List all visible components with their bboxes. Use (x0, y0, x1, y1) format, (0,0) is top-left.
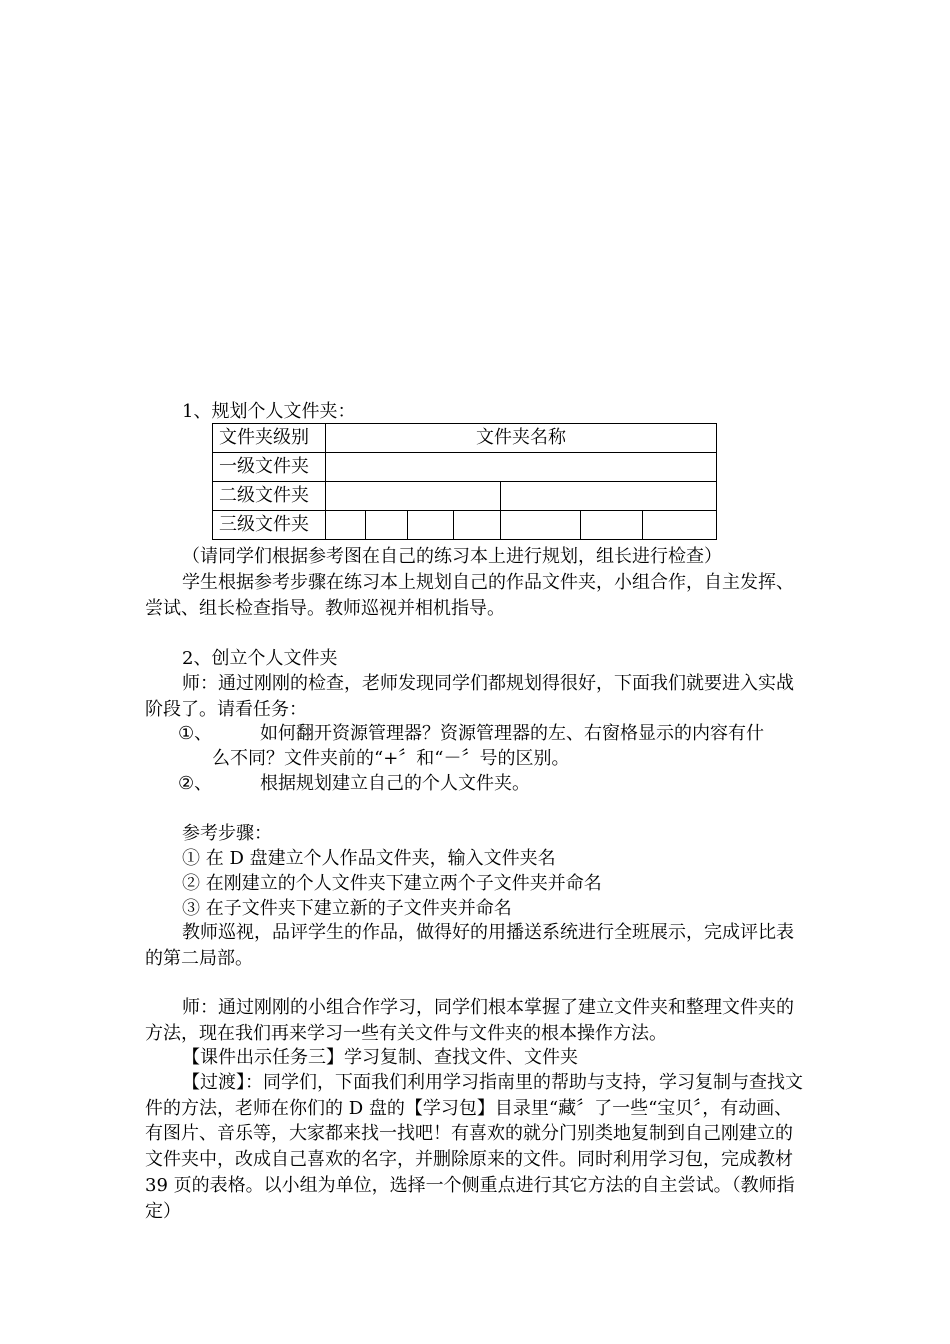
table-header-row (213, 424, 717, 453)
row-label-level3: 三级文件夹 (213, 511, 326, 540)
table-row (213, 453, 717, 482)
empty-cell (366, 511, 408, 540)
task-number-1: ①、 (178, 723, 213, 744)
empty-cell (454, 511, 501, 540)
task-number-2: ②、 (178, 773, 213, 794)
section2-heading: 2、创立个人文件夹 (182, 648, 338, 669)
task-text-2: 根据规划建立自己的个人文件夹。 (260, 773, 530, 794)
student-planning-paragraph: 学生根据参考步骤在练习本上规划自己的作品文件夹，小组合作，自主发挥、尝试、组长检查指导。教师巡视并相机指导。 (145, 572, 794, 619)
empty-cell (643, 511, 717, 540)
teacher-paragraph-2: 师：通过刚刚的小组合作学习，同学们根本掌握了建立文件夹和整理文件夹的方法，现在我们再来学习一些有关文件与文件夹的根本操作方法。 (145, 997, 794, 1044)
courseware-task-title: 【课件出示任务三】学习复制、查找文件、文件夹 (182, 1047, 578, 1068)
row-label-level2: 二级文件夹 (213, 482, 326, 511)
steps-title: 参考步骤： (182, 823, 272, 844)
empty-cell (408, 511, 454, 540)
row-label-level1: 一级文件夹 (213, 453, 326, 482)
table-row (213, 482, 717, 511)
step-item-1: ① 在 D 盘建立个人作品文件夹，输入文件夹名 (182, 848, 556, 869)
transition-paragraph: 【过渡】：同学们，下面我们利用学习指南里的帮助与支持，学习复制与查找文件的方法，老师在你们的 D 盘的【学习包】目录里“藏〞了一些“宝贝〞，有动画、有图片、音乐等，大家都来找一找吧！有喜欢的就分门别类地复制到自己刚建立的文件夹中，改成自己喜欢的名字，并删除原来的文件。同时利用学习包，完成教材 39 页的表格。以小组为单位，选择一个侧重点进行其它方法的自主尝试。（教师指定） (145, 1072, 803, 1222)
empty-cell (326, 511, 366, 540)
step-item-3: ③ 在子文件夹下建立新的子文件夹并命名 (182, 898, 512, 919)
header-name-cell: 文件夹名称 (326, 424, 717, 453)
step-item-2: ② 在刚建立的个人文件夹下建立两个子文件夹并命名 (182, 873, 602, 894)
empty-cell (326, 453, 717, 482)
empty-cell (501, 511, 581, 540)
teacher-paragraph-1: 师：通过刚刚的检查，老师发现同学们都规划得很好，下面我们就要进入实战阶段了。请看任务： (145, 673, 794, 720)
table-row (213, 511, 717, 540)
planning-note: （请同学们根据参考图在自己的练习本上进行规划，组长进行检查） (182, 546, 722, 567)
header-level-cell: 文件夹级别 (213, 424, 326, 453)
empty-cell (581, 511, 643, 540)
task-text-1-line2: 么不同？文件夹前的“+〞和“－〞号的区别。 (212, 748, 570, 769)
empty-cell (326, 482, 501, 511)
section1-heading: 1、规划个人文件夹： (182, 401, 356, 422)
task-text-1-line1: 如何翻开资源管理器？资源管理器的左、右窗格显示的内容有什 (260, 723, 764, 744)
empty-cell (501, 482, 717, 511)
folder-plan-table (212, 423, 717, 540)
teacher-patrol-paragraph: 教师巡视，品评学生的作品，做得好的用播送系统进行全班展示，完成评比表的第二局部。 (145, 922, 794, 969)
